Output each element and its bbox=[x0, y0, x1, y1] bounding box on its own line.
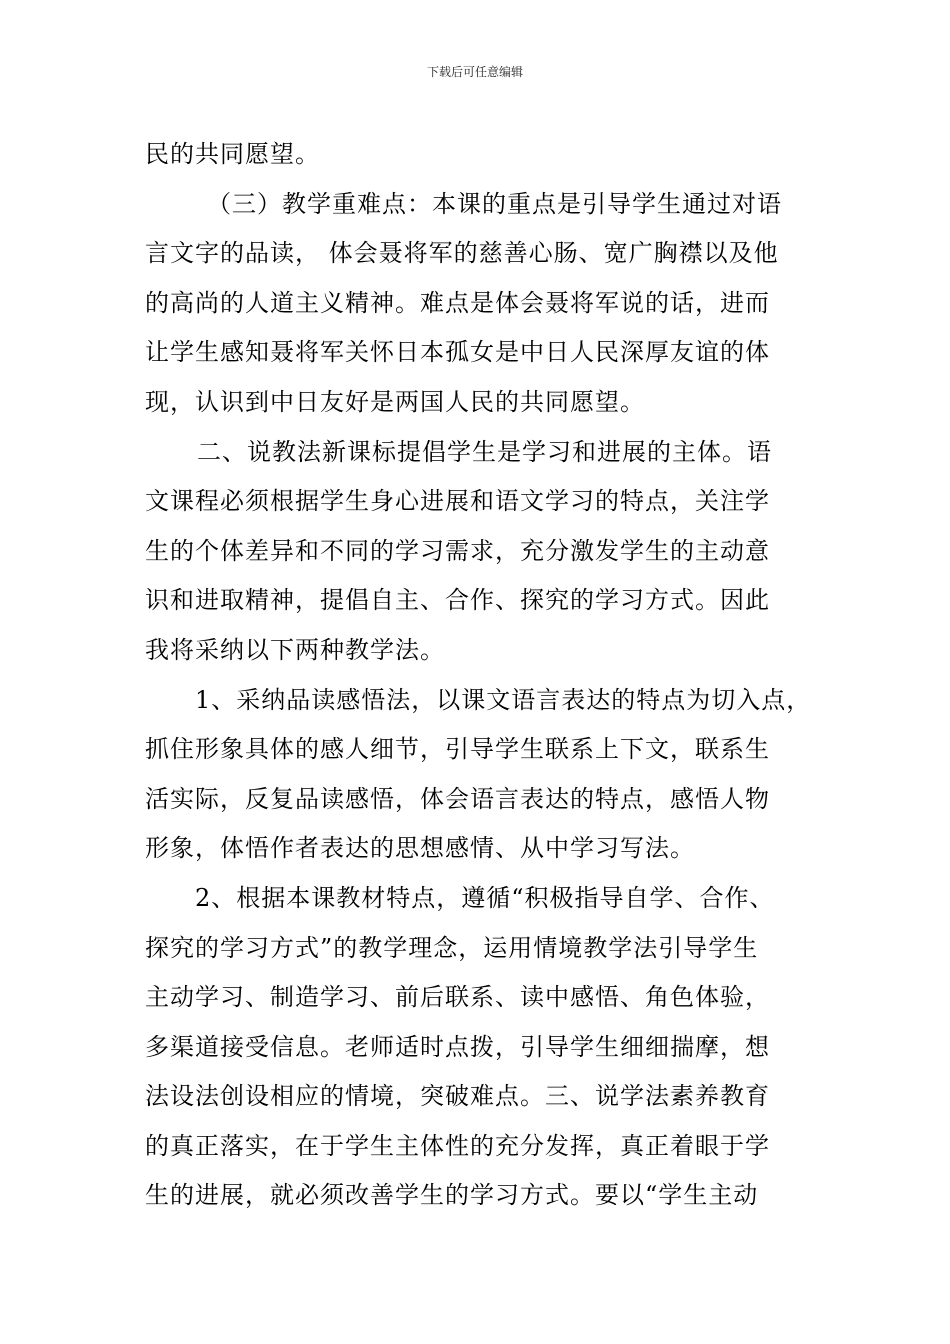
document-body bbox=[145, 130, 835, 1221]
text-line: 1、采纳品读感悟法，以课文语言表达的特点为切入点， bbox=[195, 685, 812, 714]
text-line: 多渠道接受信息。老师适时点拨，引导学生细细揣摩，想 bbox=[145, 1032, 770, 1061]
text-line: 生的个体差异和不同的学习需求，充分激发学生的主动意 bbox=[145, 536, 770, 565]
text-line: （三）教学重难点：本课的重点是引导学生通过对语 bbox=[207, 189, 782, 218]
text-line: 识和进取精神，提倡自主、合作、探究的学习方式。因此 bbox=[145, 586, 770, 615]
text-line: 我将采纳以下两种教学法。 bbox=[145, 635, 445, 664]
text-line: 文课程必须根据学生身心进展和语文学习的特点，关注学 bbox=[145, 487, 770, 516]
text-line: 民的共同愿望。 bbox=[145, 140, 320, 168]
page-header: 下载后可任意编辑 bbox=[426, 65, 523, 79]
text-line: 言文字的品读， 体会聂将军的慈善心肠、宽广胸襟以及他 bbox=[145, 239, 779, 268]
text-line: 形象，体悟作者表达的思想感情、从中学习写法。 bbox=[145, 834, 695, 863]
text-line: 法设法创设相应的情境，突破难点。三、说学法素养教育 bbox=[145, 1082, 770, 1111]
text-line: 2、根据本课教材特点，遵循“积极指导自学、合作、 bbox=[195, 883, 775, 912]
text-line: 的真正落实，在于学生主体性的充分发挥，真正着眼于学 bbox=[145, 1131, 770, 1160]
text-line: 让学生感知聂将军关怀日本孤女是中日人民深厚友谊的体 bbox=[145, 338, 770, 367]
text-line: 主动学习、制造学习、前后联系、读中感悟、角色体验， bbox=[145, 983, 770, 1012]
text-line: 二、说教法新课标提倡学生是学习和进展的主体。语 bbox=[197, 437, 772, 466]
text-line: 抓住形象具体的感人细节，引导学生联系上下文，联系生 bbox=[145, 735, 770, 764]
text-line: 活实际，反复品读感悟，体会语言表达的特点，感悟人物 bbox=[145, 784, 770, 813]
text-line: 生的进展，就必须改善学生的学习方式。要以“学生主动 bbox=[145, 1181, 759, 1210]
text-line: 现，认识到中日友好是两国人民的共同愿望。 bbox=[145, 387, 645, 416]
text-line: 探究的学习方式”的教学理念，运用情境教学法引导学生 bbox=[145, 933, 759, 962]
text-line: 的高尚的人道主义精神。难点是体会聂将军说的话，进而 bbox=[145, 288, 770, 317]
